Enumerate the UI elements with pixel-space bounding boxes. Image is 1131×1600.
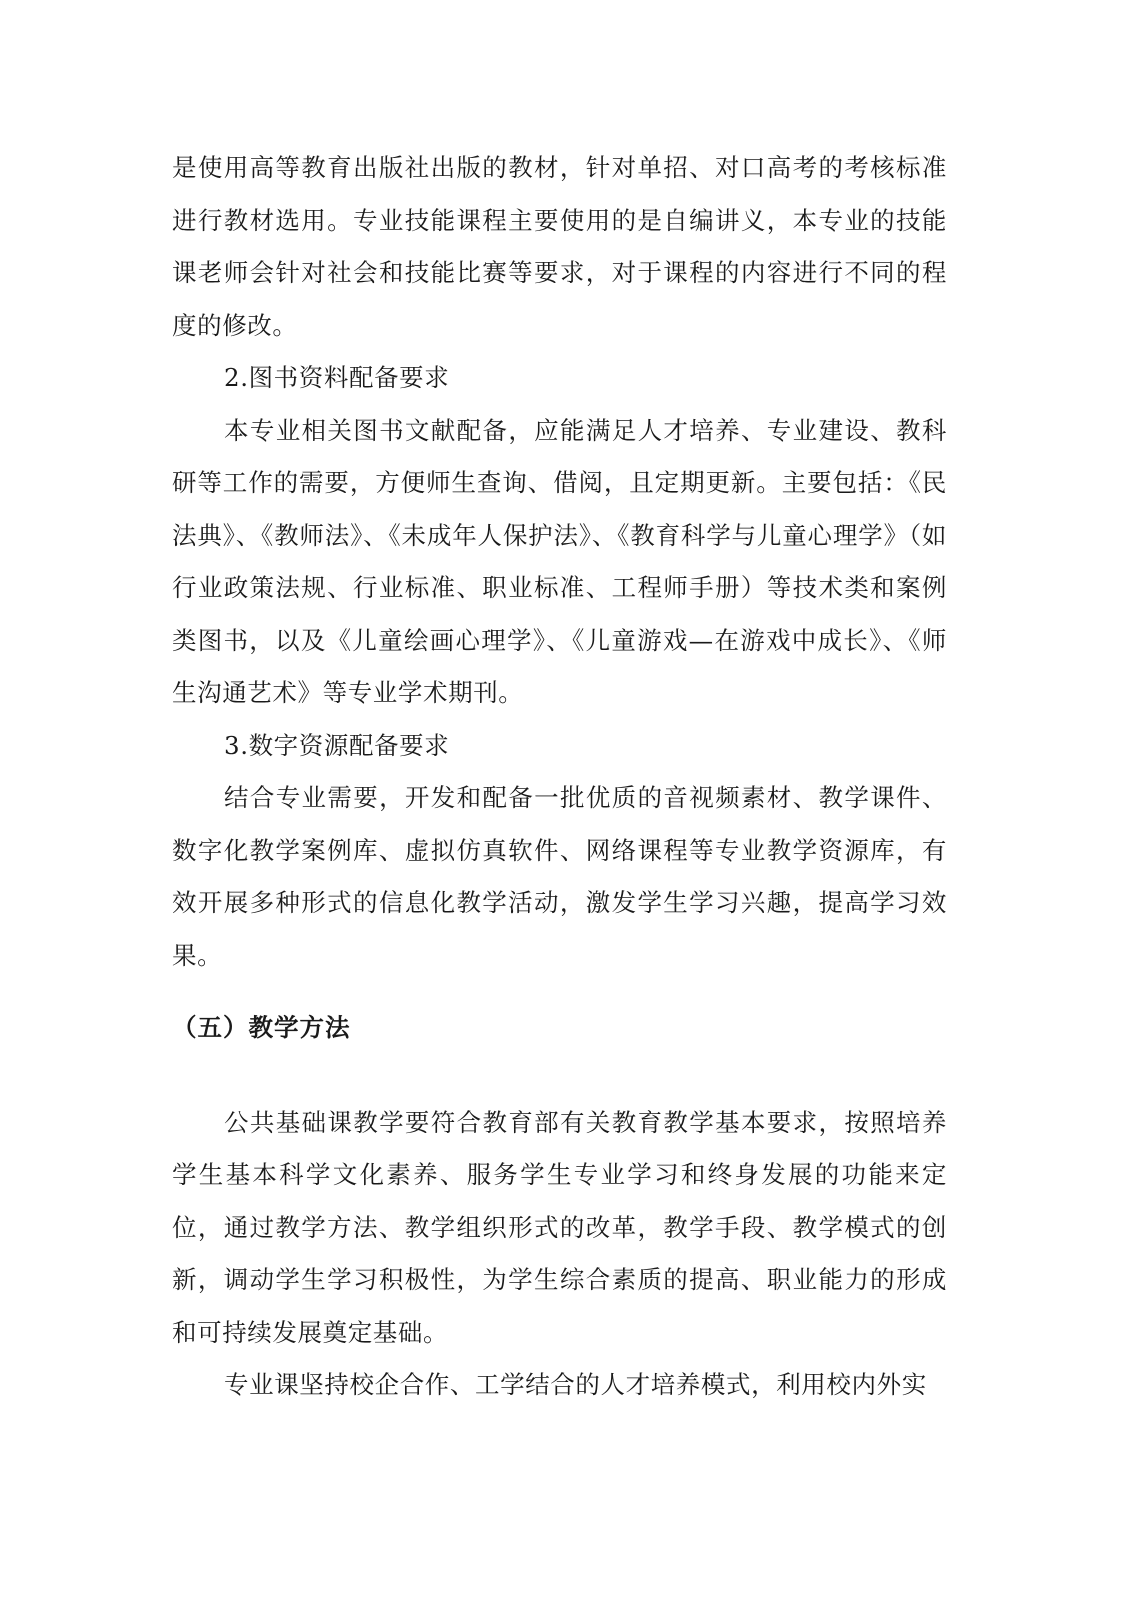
subheading-library-resources: 2.图书资料配备要求 <box>224 363 450 392</box>
paragraph-professional-courses: 专业课坚持校企合作、工学结合的人才培养模式，利用校内外实 <box>224 1370 927 1399</box>
document-body <box>172 142 947 1412</box>
subheading-digital-resources: 3.数字资源配备要求 <box>224 730 450 760</box>
paragraph-library-resources: 本专业相关图书文献配备，应能满足人才培养、专业建设、教科研等工作的需要，方便师生查询、借阅，且定期更新。主要包括：《民法典》、《教师法》、《未成年人保护法》、《教育科学与儿童心理学》（如行业政策法规、行业标准、职业标准、工程师手册）等技术类和案例类图书，以及《儿童绘画心理学》、《儿童游戏—在游戏中成长》、《师生沟通艺术》等专业学术期刊。 <box>172 415 947 707</box>
paragraph-textbook-selection: 是使用高等教育出版社出版的教材，针对单招、对口高考的考核标准进行教材选用。专业技能课程主要使用的是自编讲义，本专业的技能课老师会针对社会和技能比赛等要求，对于课程的内容进行不同的程度的修改。 <box>172 153 947 340</box>
paragraph-digital-resources: 结合专业需要，开发和配备一批优质的音视频素材、教学课件、数字化教学案例库、虚拟仿真软件、网络课程等专业教学资源库，有效开展多种形式的信息化教学活动，激发学生学习兴趣，提高学习效果。 <box>172 783 947 970</box>
paragraph-public-basic-courses: 公共基础课教学要符合教育部有关教育教学基本要求，按照培养学生基本科学文化素养、服务学生专业学习和终身发展的功能来定位，通过教学方法、教学组织形式的改革，教学手段、教学模式的创新，调动学生学习积极性，为学生综合素质的提高、职业能力的形成和可持续发展奠定基础。 <box>172 1107 947 1347</box>
section-heading-teaching-methods: （五）教学方法 <box>172 1013 351 1042</box>
